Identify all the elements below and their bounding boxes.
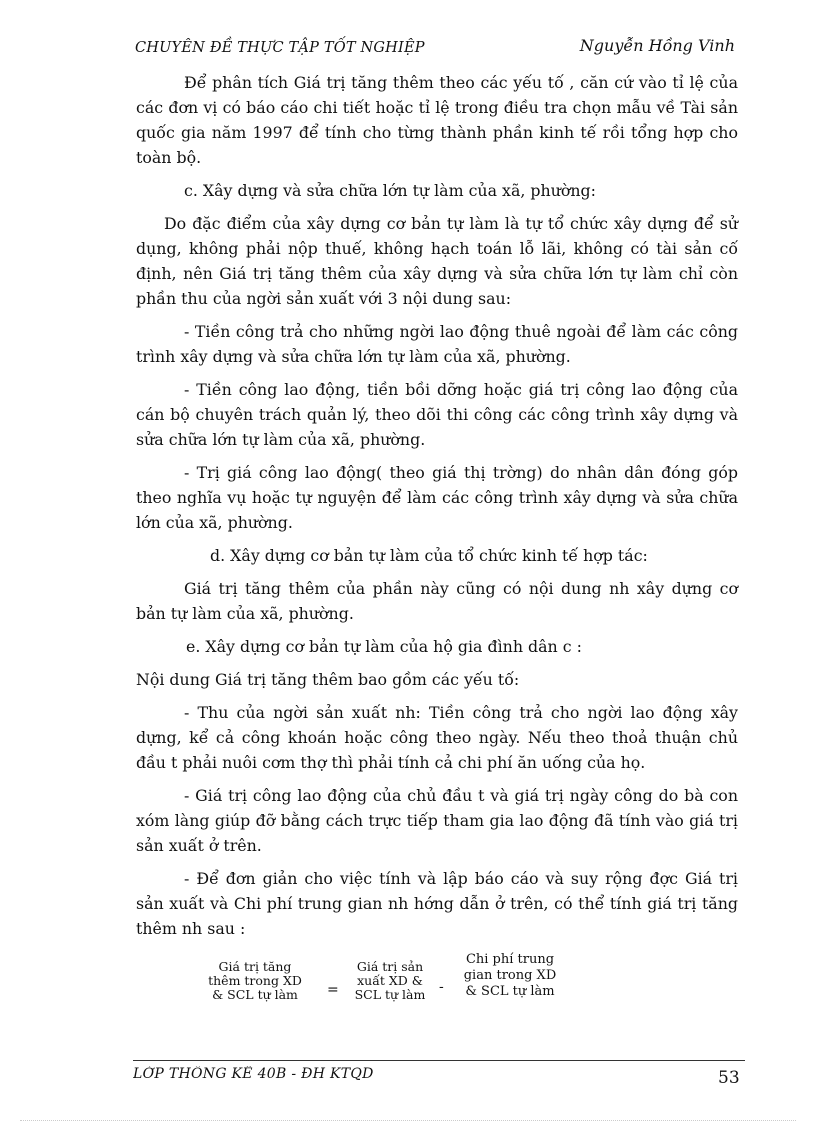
header-author: Nguyễn Hồng Vinh xyxy=(579,36,735,55)
paragraph: Do đặc điểm của xây dựng cơ bản tự làm là tự tổ chức xây dựng để sử dụng, không phải nộp thuế, không hạch toán lỗ lãi, không có tài sản cố định, nên Giá trị tăng thêm của xây dựng và sửa chữa lớn tự làm chỉ còn phần thu của ngời sản xuất với 3 nội dung sau: xyxy=(136,214,738,308)
header-title: CHUYÊN ĐỀ THỰC TẬP TỐT NGHIỆP xyxy=(135,40,425,56)
list-item: - Để đơn giản cho việc tính và lập báo cáo và suy rộng đợc Giá trị sản xuất và Chi phí trung gian nh hớng dẫn ở trên, có thể tính giá trị tăng thêm nh sau : xyxy=(136,869,738,938)
page-edge xyxy=(20,1120,796,1121)
formula-term-value-added: Giá trị tăng thêm trong XD & SCL tự làm xyxy=(208,959,302,1002)
formula-term-intermediate-cost: Chi phí trung gian trong XD & SCL tự làm xyxy=(463,952,557,999)
paragraph: Nội dung Giá trị tăng thêm bao gồm các yếu tố: xyxy=(136,670,520,689)
formula-equals: = xyxy=(327,982,339,998)
paragraph: Giá trị tăng thêm của phần này cũng có nội dung nh xây dựng cơ bản tự làm của xã, phường. xyxy=(136,579,738,623)
list-item: - Trị giá công lao động( theo giá thị trờng) do nhân dân đóng góp theo nghĩa vụ hoặc tự nguyện để làm các công trình xây dựng và sửa chữa lớn của xã, phường. xyxy=(136,463,738,532)
page-number: 53 xyxy=(718,1068,740,1088)
footer-class: LỚP THỐNG KÊ 40B - ĐH KTQD xyxy=(133,1066,374,1080)
formula xyxy=(0,952,816,1012)
formula-minus: - xyxy=(439,979,444,995)
footer-divider xyxy=(133,1060,745,1061)
paragraph: Để phân tích Giá trị tăng thêm theo các yếu tố , căn cứ vào tỉ lệ của các đơn vị có báo cáo chi tiết hoặc tỉ lệ trong điều tra chọn mẫu về Tài sản quốc gia năm 1997 để tính cho từng thành phần kinh tế rồi tổng hợp cho toàn bộ. xyxy=(136,73,738,167)
list-item: - Thu của ngời sản xuất nh: Tiền công trả cho ngời lao động xây dựng, kể cả công khoán hoặc công theo ngày. Nếu theo thoả thuận chủ đầu t phải nuôi cơm thợ thì phải tính cả chi phí ăn uống của họ. xyxy=(136,703,738,772)
document-body xyxy=(136,70,738,949)
list-item: - Tiền công trả cho những ngời lao động thuê ngoài để làm các công trình xây dựng và sửa chữa lớn tự làm của xã, phường. xyxy=(136,322,738,366)
list-item: - Tiền công lao động, tiền bồi dỡng hoặc giá trị công lao động của cán bộ chuyên trách quản lý, theo dõi thi công các công trình xây dựng và sửa chữa lớn tự làm của xã, phường. xyxy=(136,380,738,449)
formula-term-output: Giá trị sản xuất XD & SCL tự làm xyxy=(354,959,426,1002)
section-heading-e: e. Xây dựng cơ bản tự làm của hộ gia đình dân c : xyxy=(186,637,582,656)
section-heading-c: c. Xây dựng và sửa chữa lớn tự làm của xã, phường: xyxy=(184,181,596,200)
list-item: - Giá trị công lao động của chủ đầu t và giá trị ngày công do bà con xóm làng giúp đỡ bằng cách trực tiếp tham gia lao động đã tính vào giá trị sản xuất ở trên. xyxy=(136,786,738,855)
section-heading-d: d. Xây dựng cơ bản tự làm của tổ chức kinh tế hợp tác: xyxy=(210,546,648,565)
page-header xyxy=(135,36,735,64)
